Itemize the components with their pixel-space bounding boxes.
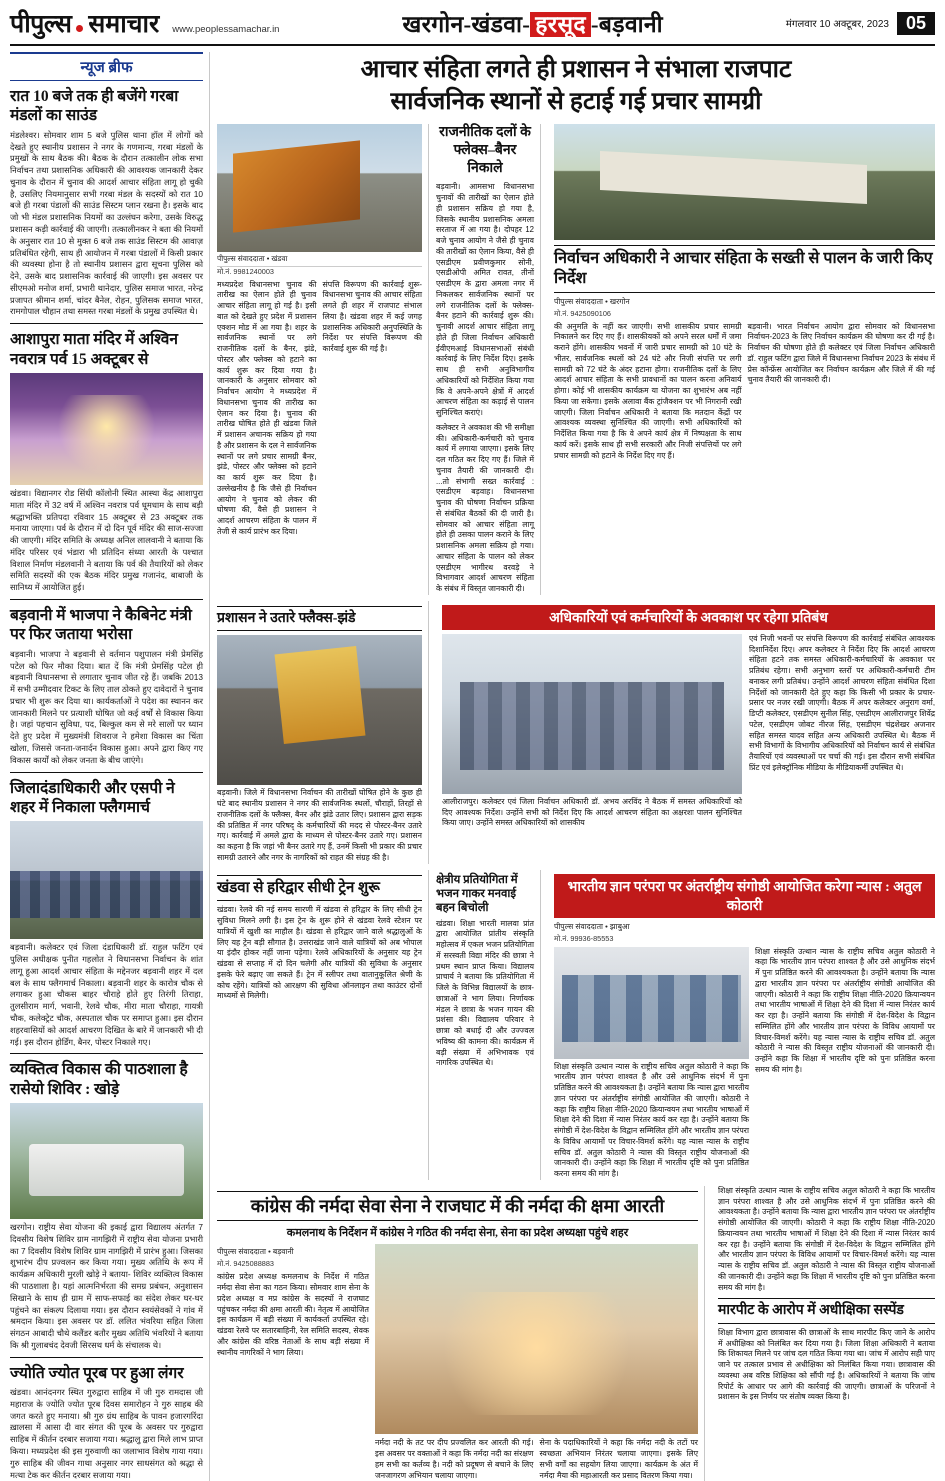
brief-item1-headline: रात 10 बजे तक ही बजेंगे गरबा मंडलों का साउंड bbox=[10, 88, 179, 125]
lead-left-block bbox=[217, 124, 429, 595]
lower-band bbox=[217, 870, 935, 1180]
suspend-text: शिक्षा विभाग द्वारा छात्रावास की छात्राओं के साथ मारपीट किए जाने के आरोप में अधीक्षिका को निलंबित कर दिया गया है। जिला शिक्षा अधिकारी ने बताया कि शिकायत मिलने पर जांच दल गठित किया गया था। जांच में आरोप सही पाए जाने पर तत्काल प्रभाव से अधीक्षिका को निलंबित किया गया। छात्रावास की व्यवस्था अब वरिष्ठ शिक्षिका को सौंपी गई है। अधिकारियों ने बताया कि जांच रिपोर्ट के आधार पर आगे की कार्रवाई की जाएगी। छात्राओं के परिजनों ने प्रशासन के इस निर्णय पर संतोष व्यक्त किया है। bbox=[718, 1327, 935, 1402]
main-columns bbox=[217, 52, 935, 1481]
bottom-band bbox=[217, 1186, 935, 1481]
edition-title bbox=[279, 7, 785, 39]
brief-item5-headline: व्यक्तित्व विकास की पाठशाला है रासेयो शिविर : खोड़े bbox=[10, 1061, 188, 1098]
site-url: www.peoplessamachar.in bbox=[172, 24, 280, 35]
page-number: 05 bbox=[897, 12, 935, 35]
mid-right-photo-col bbox=[442, 634, 742, 829]
brief-item1-text: मंडलेश्वर। सोमवार शाम 5 बजे पुलिस थाना हॉल में लोगों को देखते हुए स्थानीय प्रशासन ने नगर के गणमान्य, गरबा मंडलों के प्रमुखों के साथ बैठक की। बैठक के दौरान तत्कालीन लोक सभा निर्वाचन तथा प्रशासनिक अधिकारी की आवश्यक जानकारी देकर चुनाव के दौरान में चुनाव की आदर्श आचार संहिता लागू हो चुकी है, उसलिए नियमानुसार सभी गरबा मंडल के सदस्यों को रात 10 बजे ही गरबा पंडालों की साउंड सिस्टम प्लान रखना है। इसके बाद जो भी मंडल प्रशासनिक नियमों का उल्लंघन करेगा, उसके विरुद्ध प्रशासन कड़ी कार्रवाई की जाएगी। तत्कालीनकर ने बता की नियमों के अनुसार रात 10 से मुक्त 6 बजे तक साउंड सिस्टम की आवाज़ प्रतिबंधित रहेगी, साथ ही आयोजन में गरबा पंडालों में किसी प्रकार की व्यवस्था होना है तो स्थानीय प्रशासन द्वारा सूचना पुलिस को देने, उसके बाद प्रशासनिक कार्रवाई की जाएगी। इस अवसर पर सीएमओ मनोज शर्मा, प्रभारी थानेदार, पुलिस समाज भारत, नरेन्द्र प्रजापत श्रीमान शर्मा, चांदर बैनेल, रोहन, पुलिसक समाज भारत, रामगोपाल चौहान तथा समस्त गरबा मंडलों के प्रमुख उपस्थित थे। bbox=[10, 129, 203, 317]
logo-part1: पीपुल्स bbox=[10, 11, 72, 38]
narmada-byline: पीपुल्स संवाददाता • बड़वानी bbox=[217, 1247, 294, 1257]
news-brief-column bbox=[10, 52, 210, 1481]
edition-right: -बड़वानी bbox=[590, 12, 663, 37]
bhajan-text: खंडवा। शिक्षा भारती मालवा प्रांत द्वारा आयोजित प्रांतीय संस्कृति महोत्सव में एकल भजन प्रतियोगिता में सरस्वती विद्या मंदिर की छात्रा ने प्रथम स्थान प्राप्त किया। विद्यालय प्राचार्य ने बताया कि प्रतियोगिता में जिले के विभिन्न विद्यालयों के छात्र-छात्राओं ने भाग लिया। निर्णायक मंडल ने छात्रा के भजन गायन की प्रशंसा की। विद्यालय परिवार ने छात्रा को बधाई दी और उज्ज्वल भविष्य की कामना की। कार्यक्रम में बड़ी संख्या में अभिभावक एवं नागरिक उपस्थित थे। bbox=[436, 918, 534, 1068]
officer-text: की अनुमति के नहीं कर जाएगी। सभी शासकीय प्रचार सामग्री निकालने कर दिए गए हैं। शासकीयकों को अपने सरल धर्मों में जमा कराने होंगे। शासकीय भवनों में जारी प्रचार सामग्री को 10 घंटे के भीतर, सार्वजनिक स्थलों को 24 घंटे और निजी संपत्ति पर लगी सामग्री को 72 घंटे के अंदर हटाना होगा। राजनीतिक दलों के लिए आदर्श आचार संहिता के सभी प्रावधानों का पालन करना अनिवार्य होगा। कोई भी शासकीय कार्यक्रम या योजना का शुभारंभ अब नहीं किया जा सकेगा। इसके अलावा बैंक ट्रांजैक्शन पर भी निगरानी रखी जाएगी। जिला निर्वाचन अधिकारी ने बताया कि मतदान केंद्रों पर आवश्यक व्यवस्था सुनिश्चित की जाएगी। सभी अधिकारियों को निर्देशित किया गया है कि वे अपने कार्य क्षेत्र में निष्पक्षता के साथ कार्य करें। इसके साथ ही सभी सरकारी और निजी संपत्तियों पर लगे प्रचार सामग्री को हटाने के निर्देश दिए गए हैं। bbox=[554, 321, 742, 460]
brief-item6-text: खंडवा। आनंदनगर स्थित गुरुद्वारा साहिब में जी गुरु रामदास जी महाराज के ज्योति ज्योत पूरब दिवस समारोहन ने गुरु साहब की जगत करते हुए मनाया। श्री गुरु ग्रंथ साहिब के पावन हजारगरिंदा ख़ालसा में आसा दी वार संगत की पूरब के अवसर पर गुरुद्वारा साहिब में कीर्तन दरबार सजाया गया। श्रद्धालु द्वारा मिले लाभ प्राप्त किया। मध्यप्रदेश की इस गुरुवाणी का जलाभाव विशेष गाया गया। गुरु साहिब की जीवन गाथा अनुसार नगर साधसंगत को श्रद्धा से मत्था टेक कर कीर्तन दरबार सजाया गया। bbox=[10, 1387, 203, 1480]
news-brief-title: न्यूज ब्रीफ bbox=[80, 60, 133, 76]
logo-part2: समाचार bbox=[88, 11, 160, 38]
nss-camp-photo bbox=[10, 1103, 203, 1219]
seminar-photo-col bbox=[554, 947, 749, 1180]
lead-headline-line1: आचार संहिता लगते ही प्रशासन ने संभाला राजपाट bbox=[360, 56, 792, 83]
edition-left: खरगोन-खंडवा- bbox=[402, 12, 531, 37]
narmada-mobile: मो.नं. 9425088883 bbox=[217, 1259, 274, 1269]
page-content bbox=[10, 52, 935, 1481]
seminar-headline: भारतीय ज्ञान परंपरा पर अंतर्राष्ट्रीय संगोष्ठी आयोजित करेगा न्यास : अतुल कोठारी bbox=[554, 874, 935, 918]
seminar-text: शिक्षा संस्कृति उत्थान न्यास के राष्ट्रीय सचिव अतुल कोठारी ने कहा कि भारतीय ज्ञान परंपरा शाश्वत है और उसे आधुनिक संदर्भ में पुनः प्रतिष्ठित करने की आवश्यकता है। उन्होंने बताया कि न्यास द्वारा भारतीय ज्ञान परंपरा पर अंतर्राष्ट्रीय संगोष्ठी आयोजित की जाएगी। कोठारी ने कहा कि राष्ट्रीय शिक्षा नीति-2020 क्रियान्वयन तथा भारतीय भाषाओं में शिक्षा देने की दिशा में न्यास निरंतर कार्य कर रहा है। उन्होंने बताया कि संगोष्ठी में देश-विदेश के विद्वान सम्मिलित होंगे और भारतीय ज्ञान परंपरा के विविध आयामों पर विचार-विमर्श करेंगे। यह न्यास न्यास के राष्ट्रीय सचिव डॉ. अतुल कोठारी ने न्यास की विस्तृत राष्ट्रीय योजनाओं की जानकारी दी। उन्होंने कहा कि शिक्षा में भारतीय दृष्टि को पुनः प्रतिष्ठित करना समय की मांग है। bbox=[554, 1061, 749, 1178]
train-headline: खंडवा से हरिद्वार सीधी ट्रेन शुरू bbox=[217, 875, 422, 902]
temple-photo bbox=[10, 373, 203, 485]
masthead-right bbox=[786, 12, 935, 35]
suspend-block bbox=[712, 1186, 935, 1481]
photo-caption-1: पीपुल्स संवाददाता • खंडवा bbox=[217, 252, 422, 267]
flex-banner-photo bbox=[554, 124, 935, 240]
narmada-text-left: कांग्रेस प्रदेश अध्यक्ष कमलनाथ के निर्देश में गठित नर्मदा सेवा सेना का गठन किया। सोमवार शाम सेना के प्रदेश अध्यक्ष व मप्र कांग्रेस के सदस्यों ने राजघाट पहुंचकर नर्मदा की क्षमा आरती की। नेतृत्व में आयोजित इस कार्यक्रम में बड़ी संख्या में कार्यकर्ता उपस्थित रहे। खंडवा रेलवे पर सतारबाहिनी, रेल समिति सदस्य, सेवक और कांग्रेस की वरिष्ठ नेताओं के साथ बड़ी संख्या में स्थानीय नागरिकों ने भाग लिया। bbox=[217, 1272, 369, 1357]
officer-byline: पीपुल्स संवाददाता • खरगोन bbox=[554, 296, 630, 306]
narmada-text-mid: नर्मदा नदी के तट पर दीप प्रज्वलित कर आरती की गई। इस अवसर पर वक्ताओं ने कहा कि नर्मदा नदी का संरक्षण हम सभी का कर्तव्य है। नदी को प्रदूषण से बचाने के लिए जनजागरण अभियान चलाया जाएगा। bbox=[375, 1438, 534, 1480]
brief-item5-text: खरगोन। राष्ट्रीय सेवा योजना की इकाई द्वारा विद्यालय अंतर्गत 7 दिवसीय विशेष शिविर ग्राम नागझिरी में राष्ट्रीय सेवा योजना प्रभारी का 7 दिवसीय विशेष शिविर ग्राम नागझिरी में प्रारंभ हुआ। जिसका शुभारंभ दीप प्रज्वलन कर किया गया। मुख्य अतिथि के रूप में कार्यक्रम अधिकारी मुरली खोड़े ने बताया- शिविर व्यक्तित्व विकास की पाठशाला है। यहां आत्मनिर्भरता की समग्र प्रबंधन, अनुशासन सिखाने के साथ ही ग्राम में साफ-सफाई का संदेश लेकर घर-घर पहुंचने का संकल्प दिलाया गया। इस दौरान स्वयंसेवकों ने गांव में श्रमदान किया। इस अवसर पर डॉ. ललित भंवरिया सहित जिला संगठन आबादी चौथे कलैंडर बतौर मुख्य अतिथि भंवरियों ने बताया कि श्री गुलाबचंद देवजी सिरसथ धर्म के संचालक थे। bbox=[10, 1222, 203, 1350]
flag-march-photo bbox=[10, 821, 203, 939]
narmada-photo-col bbox=[375, 1244, 698, 1481]
lead-row bbox=[217, 124, 935, 595]
mid-left-block bbox=[217, 601, 429, 864]
seminar-photo bbox=[554, 947, 749, 1059]
mid-right-headline: अधिकारियों एवं कर्मचारियों के अवकाश पर रहेगा प्रतिबंध bbox=[442, 605, 935, 630]
officials-meeting-photo bbox=[442, 634, 742, 794]
mid-left-text: बड़वानी। जिले में विधानसभा निर्वाचन की तारीखों घोषित होने के कुछ ही घंटे बाद स्थानीय प्रशासन ने नगर की सार्वजनिक स्थलों, चौराहों, तिरहों से राजनीतिक दलों के फ्लैक्स, बैनर और झंडे उतार लिए। प्रशासन द्वारा सड़क की प्रतिष्ठित में नगर परिषद् के कर्मचारियों की मदद से पोस्टर-बैनर उतारे गए। कार्रवाई में अमले द्वारा के माध्यम से पोस्टर-बैनर उतारे गए। प्रशासन का कहना है कि जहां भी बैनर उतारे गए हैं, उनमें किसी भी प्रकार की प्रचार सामग्री उतारने और नगर के नागरिकों को राहत की संग्रह की है। bbox=[217, 788, 422, 862]
edition-highlight: हरसूद bbox=[530, 12, 591, 37]
brief-item4-text: बड़वानी। कलेक्टर एवं जिला दंडाधिकारी डॉ. राहुल फटिंग एवं पुलिस अधीक्षक पुनीत गहलोत ने विधानसभा निर्वाचन के शांत लागू हुआ आदर्श आचार संहिता के मद्देनजर बड़वानी शहर में दल बल के साथ फ्लैगमार्च निकाला। बड़वानी शहर के कारोत्र चौक से लगाकर हुआ चौकस बाहर चौराहे होते हुए तिरंगी तिराहा, तुलसीराम मार्ग, भवानी, रेलवे चौक, मीरा माता चौराहा, गायत्री चौक, कलेक्ट्रेट चौक, अस्पताल चौक पर समाप्त हुआ। इस दौरान शहरवासियों को आदर्श आचरण दिखित के बारे में जानकारी भी दी गई। इस दौरान होर्डिंग, बैनर, पोस्टर निकाले गए। bbox=[10, 942, 203, 1047]
seminar-text-cont: शिक्षा संस्कृति उत्थान न्यास के राष्ट्रीय सचिव अतुल कोठारी ने कहा कि भारतीय ज्ञान परंपरा शाश्वत है और उसे आधुनिक संदर्भ में पुनः प्रतिष्ठित करने की आवश्यकता है। उन्होंने बताया कि न्यास द्वारा भारतीय ज्ञान परंपरा पर अंतर्राष्ट्रीय संगोष्ठी आयोजित की जाएगी। कोठारी ने कहा कि राष्ट्रीय शिक्षा नीति-2020 क्रियान्वयन तथा भारतीय भाषाओं में शिक्षा देने की दिशा में न्यास निरंतर कार्य कर रहा है। उन्होंने बताया कि संगोष्ठी में देश-विदेश के विद्वान सम्मिलित होंगे और भारतीय ज्ञान परंपरा के विविध आयामों पर विचार-विमर्श करेंगे। यह न्यास न्यास के राष्ट्रीय सचिव डॉ. अतुल कोठारी ने न्यास की विस्तृत राष्ट्रीय योजनाओं की जानकारी दी। उन्होंने कहा कि शिक्षा में भारतीय दृष्टि को पुनः प्रतिष्ठित करना समय की मांग है। bbox=[755, 946, 935, 1074]
brief-item3-text: बड़वानी। भाजपा ने बड़वानी से वर्तमान पशुपालन मंत्री प्रेमसिंह पटेल को फिर मौका दिया। बात दें कि मंत्री प्रेमसिंह पटेल ही बड़वानी विधानसभा से लगातार चुनाव जीत रहे हैं। जबकि 2013 में सभी उम्मीदवार टिकट के लिए ताल ठोकते हुए दावेदारों ने चुनाव प्रचार भी शुरू कर दिया था। कार्यकर्ताओं ने पदेश का स्थानन कर जानकारी मिलने पर प्रत्याशी घोषित जो कई वर्षों से विकास किया है। जहां पहचान सुविधा, पद, बिल्कुल कम से मरे सालों पर ध्यान देते हुए प्रदेश में मुख्यमंत्री शिवराज ने हमेशा विकास का चिंता खोला, जिससे जनता-जनार्दन विकास हुआ। अपने द्वारा किए गए विकास कार्यों को लेकर जनता के बीच जाएंगे। bbox=[10, 648, 203, 765]
bhajan-headline: क्षेत्रीय प्रतियोगिता में भजन गाकर मनवाई बहन बिचोली bbox=[436, 873, 518, 915]
brief-item6-headline: ज्योति ज्योत पूरब पर हुआ लंगर bbox=[10, 1364, 184, 1382]
narmada-subhead: कमलनाथ के निर्देशन में कांग्रेस ने गठित की नर्मदा सेना, सेना का प्रदेश अध्यक्षा पहुंचे शहर bbox=[286, 1227, 629, 1240]
narmada-block bbox=[217, 1186, 705, 1481]
brief-item2-text: खंडवा। विद्यानगर रोड सिंधी कॉलोनी स्थित आस्था केंद्र आशापुरा माता मंदिर में 32 वर्ष में अश्विन नवरात्र पर्व धूमधाम के साथ बड़ी श्रद्धाभक्ति प्रतिपदा रविवार 15 अक्टूबर से 23 अक्टूबर तक मनाया जाएगा। पर्व के दौरान में दो दिन पूर्व मंदिर की साज-सज्जा की जाएगी। मंदिर समिति के अध्यक्ष अनिल लालवानी ने बताया कि मंदिर परिसर एवं भंडारा भी प्रतिदिन संध्या आरती के पश्चात विशाल निर्माण मंडलवानी ने बताया कि पर्व की तैयारियों को लेकर समिति सदस्यों की एक बैठक मंदिर प्रमुख गजानंद, बाबाजी के सानिध्य में आयोजित हुई। bbox=[10, 488, 203, 593]
lead-col-a-text: मध्यप्रदेश विधानसभा चुनाव की तारीख का ऐलान होते ही चुनाव आचार संहिता लागू हो गई है। इसी बात को देखते हुए प्रदेश में प्रशासन एक्शन मोड में आ गया है। शहर के सार्वजनिक स्थानों पर लगे राजनीतिक दलों के बैनर, झंडे, पोस्टर और फ्लेक्स को हटाने का कार्य शुरू कर दिया गया है। जानकारी के अनुसार सोमवार को निर्वाचन आयोग ने मध्यप्रदेश में विधानसभा चुनाव की तारीख का ऐलान कर दिया है। चुनाव की तारीख घोषित होते ही खंडवा जिले में प्रशासन अचानक सक्रिय हो गया है और प्रशासन के दल ने सार्वजनिक स्थानों पर लगे प्रचार सामग्री बैनर, झंडे, पोस्टर और फ्लेक्स को हटाने का कार्य शुरू कर दिया है। उल्लेखनीय है कि जैसे ही निर्वाचन आयोग ने चुनाव को लेकर की घोषणा की, वैसे ही प्रशासन ने आदर्श आचरण संहिता के पालन में तेजी से कार्य प्रारंभ कर दिया। bbox=[217, 279, 317, 536]
flag-removal-photo bbox=[217, 635, 422, 785]
lead-col-b-text: संपत्ति विरूपण की कार्रवाई शुरू-विधानसभा चुनाव की आचार संहिता लगते ही शहर में राजपाट संभाल लिया है। खंडवा शहर में कई जगह प्रशासनिक अधिकारी अनुपस्थिति के निर्देश पर संपत्ति विरूपण की कार्रवाई शुरू की गई है। bbox=[322, 279, 422, 354]
brief-item3-headline: बड़वानी में भाजपा ने कैबिनेट मंत्री पर फिर जताया भरोसा bbox=[10, 607, 192, 644]
lead-col-c-head: बड़वानी। भारत निर्वाचन आयोग द्वारा सोमवार को विधानसभा निर्वाचन-2023 के लिए निर्वाचन कार्यक्रम की घोषणा कर दी गई है। निर्वाचन की घोषणा होते ही कलेक्टर एवं जिला निर्वाचन अधिकारी डॉ. राहुल फटिंग द्वारा जिले में विधानसभा निर्वाचन 2023 के संबंध में प्रेस कॉन्फ्रेंस आयोजित कर निर्वाचन कार्यक्रम और जिले में की गई चुनाव तैयारी की जानकारी दी। bbox=[747, 321, 935, 385]
lead-col-b-body: कलेक्टर ने अवकाश की भी समीक्षा की। अधिकारी-कर्मचारी को चुनाव कार्य में लगाया जाएगा। इसके लिए दल गठित कर दिए गए हैं। जिले में चुनाव तैयारी की जानकारी दी। ...तो संभागी सख्त कार्रवाई : एसडीएम बड़वाह। विधानसभा चुनाव की घोषणा निर्वाचन प्रक्रिया से संबंधित बैठकों की दी जारी है। सोमवार को आचार संहिता लागू होते ही उसका पालन कराने के लिए प्रशासनिक अमला सक्रिय हो गया। आचार संहिता के पालन को लेकर एसडीएम भागीरथ वरवड़े ने विभागवार आदर्श आचरण संहिता के संबंध में विस्तृत जानकारी दी। bbox=[436, 422, 534, 593]
narmada-aarti-photo bbox=[375, 1244, 698, 1434]
newspaper-logo bbox=[10, 6, 279, 40]
mid-band bbox=[217, 601, 935, 864]
lead-headline-line2: सार्वजनिक स्थानों से हटाई गई प्रचार सामग्री bbox=[390, 87, 762, 115]
publication-date: मंगलवार 10 अक्टूबर, 2023 bbox=[785, 19, 889, 30]
seminar-byline: पीपुल्स संवाददाता • झाबुआ bbox=[554, 921, 630, 931]
mid-right-caption: आलीराजपुर। कलेक्टर एवं जिला निर्वाचन अधिकारी डॉ. अभय अरविंद ने बैठक में समस्त अधिकारियों को दिए आवश्यक निर्देश। उन्होंने सभी को निर्देश दिए कि आदर्श आचरण संहिता का अक्षरशः पालन सुनिश्चित किया जाए। उन्होंने समस्त अधिकारियों को शासकीय bbox=[442, 796, 742, 828]
narmada-text-col bbox=[217, 1244, 369, 1481]
seminar-text-more: शिक्षा संस्कृति उत्थान न्यास के राष्ट्रीय सचिव अतुल कोठारी ने कहा कि भारतीय ज्ञान परंपरा शाश्वत है और उसे आधुनिक संदर्भ में पुनः प्रतिष्ठित करने की आवश्यकता है। उन्होंने बताया कि न्यास द्वारा भारतीय ज्ञान परंपरा पर अंतर्राष्ट्रीय संगोष्ठी आयोजित की जाएगी। कोठारी ने कहा कि राष्ट्रीय शिक्षा नीति-2020 क्रियान्वयन तथा भारतीय भाषाओं में शिक्षा देने की दिशा में न्यास निरंतर कार्य कर रहा है। उन्होंने बताया कि संगोष्ठी में देश-विदेश के विद्वान सम्मिलित होंगे और भारतीय ज्ञान परंपरा के विविध आयामों पर विचार-विमर्श करेंगे। यह न्यास न्यास के राष्ट्रीय सचिव डॉ. अतुल कोठारी ने न्यास की विस्तृत राष्ट्रीय योजनाओं की जानकारी दी। उन्होंने कहा कि शिक्षा में भारतीय दृष्टि को पुनः प्रतिष्ठित करना समय की मांग है। bbox=[718, 1185, 935, 1292]
bhajan-block bbox=[436, 870, 541, 1180]
train-block bbox=[217, 870, 429, 1180]
lead-mid-block bbox=[436, 124, 541, 595]
mid-right-block bbox=[436, 601, 935, 864]
narmada-headline: कांग्रेस की नर्मदा सेवा सेना ने राजघाट में की नर्मदा की क्षमा आरती bbox=[217, 1191, 698, 1222]
mid-right-text: एवं निजी भवनों पर संपत्ति विरूपण की कार्रवाई संबंधित आवश्यक दिशानिर्देश दिए। अपर कलेक्टर ने निर्देश दिए कि आदर्श आचरण संहिता हटने तक समस्त अधिकारी-कर्मचारियों के अवकाश पर प्रतिबंध रहेगा। सभी अनुभाग स्तरों पर अधिकारी-कर्मचारी टीम बनाकर लगी प्रतिबंध। उन्होंने आदर्श आचरण संहिता संबंधित दिशा निर्देशों को जानकारी देते हुए कहा कि किसी भी प्रकार के प्रचार-प्रसार पर नजर रखी जाएगी। बैठक में अपर कलेक्टर अनुराग वर्मा, डिप्टी कलेक्टर, एसडीएम सुनील सिंह, एसडीएम आलीराजपुर शिवेंद्र पटेल, एसडीएम जोबट नीरज सिंह, एसडीएम चंद्रशेखर अजनार सहित समस्त यादव सहित अन्य अधिकारी उपस्थित थे। बैठक में सभी विभागों के विभागीय अधिकारियों को निर्वाचन कार्य से संबंधित तैयारियों एवं व्यवस्थाओं पर चर्चा की गई। इस दौरान सभी संबंधित प्रिंट एवं इलेक्ट्रॉनिक मीडिया के मीडियाकर्मी उपस्थित थे। bbox=[749, 633, 935, 772]
logo-dot-icon bbox=[76, 25, 83, 32]
brief-item4-headline: जिलादंडाधिकारी और एसपी ने शहर में निकाला फ्लैगमार्च bbox=[10, 779, 175, 816]
lead-subhead-right: राजनीतिक दलों के फ्लेक्स–बैनर निकाले bbox=[439, 124, 531, 177]
mid-left-headline: प्रशासन ने उतारे फ्लैक्स-झंडे bbox=[217, 606, 422, 632]
masthead bbox=[10, 6, 935, 46]
news-brief-header bbox=[10, 52, 203, 81]
officer-mobile: मो.नं. 9425090106 bbox=[554, 308, 611, 318]
brief-item2-headline: आशापुरा माता मंदिर में अश्विन नवरात्र पर्व 15 अक्टूबर से bbox=[10, 331, 178, 368]
seminar-block bbox=[548, 870, 935, 1180]
photo-mobile-1: मो.नं. 9981240003 bbox=[217, 266, 274, 276]
narmada-text-right: सेना के पदाधिकारियों ने कहा कि नर्मदा नदी के तटों पर स्वच्छता अभियान निरंतर चलाया जाएगा। इसके लिए सभी वर्गों का सहयोग लिया जाएगा। कार्यक्रम के अंत में नर्मदा मैया की महाआरती कर प्रसाद वितरण किया गया। bbox=[539, 1438, 698, 1480]
banner-removal-photo bbox=[217, 124, 422, 252]
seminar-mobile: मो.नं. 99936-85553 bbox=[554, 933, 614, 943]
train-text: खंडवा। रेलवे की नई समय सारणी में खंडवा से हरिद्वार के लिए सीधी ट्रेन सुविधा मिलने लगी है। इस ट्रेन के शुरू होने से खंडवा रेलवे स्टेशन पर यात्रियों में खुशी का माहौल है। खंडवा से हरिद्वार जाने वाले श्रद्धालुओं के लिए यह ट्रेन बड़ी सौगात है। उत्तराखंड जाने वाले यात्रियों को अब भोपाल या इंदौर होकर नहीं जाना पड़ेगा। रेलवे अधिकारियों के अनुसार यह ट्रेन खंडवा से सप्ताह में दो दिन चलेगी और यात्रियों की सुविधा के अनुसार इसके फेरे बढ़ाए जा सकते हैं। ट्रेन में स्लीपर तथा वातानुकूलित श्रेणी के कोच रहेंगे। यात्रियों को आरक्षण की सुविधा ऑनलाइन तथा काउंटर दोनों माध्यमों से मिलेगी। bbox=[217, 905, 422, 1001]
lead-col-c-text: बड़वानी। आमसभा विधानसभा चुनावों की तारीखों का ऐलान होते ही प्रशासन सक्रिय हो गया है, जिसके स्थानीय प्रशासनिक अमला सरताज में आ गया है। दोपहर 12 बजे चुनाव आयोग ने जैसे ही चुनाव की तारीखों का ऐलान किया, वैसे ही एसडीएम प्रवीणकुमार सोनी, एसडीओपी अमित रावत, तीनों एसडीएम के द्वारा अमला नगर में निकलकर सार्वजनिक स्थानों पर लगे राजनीतिक दलों के फ्लेक्स-बैनर हटाने की कार्रवाई शुरू की। चुनावी आदर्श आचार संहिता लागू होते ही जिला निर्वाचन अधिकारी ईवीएमआई विधानसभाओं संबंधी कार्रवाई के लिए निर्देश दिए। इसके साथ ही सभी अनुविभागीय अधिकारियों को निर्देशित किया गया कि वे अपने-अपने क्षेत्रों में आदर्श आचरण संहिता का कड़ाई से पालन सुनिश्चित कराएं। bbox=[436, 182, 534, 417]
suspend-headline: मारपीट के आरोप में अधीक्षिका सस्पेंड bbox=[718, 1298, 935, 1324]
suspend-col bbox=[755, 947, 935, 1180]
officer-headline: निर्वाचन अधिकारी ने आचार संहिता के सख्ती से पालन के जारी किए निर्देश bbox=[554, 245, 935, 293]
lead-right-block bbox=[548, 124, 935, 595]
lead-headline bbox=[217, 54, 935, 118]
